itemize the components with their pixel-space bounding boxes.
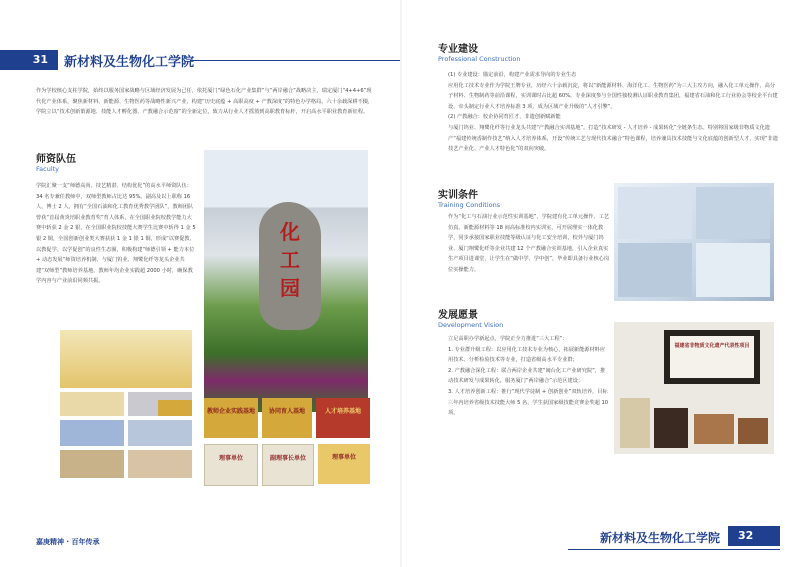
major-subtitle: Professional Construction xyxy=(438,55,521,63)
awards-trophy-photo xyxy=(60,330,192,388)
plaque-text: 福建省非物质文化遗产代表性项目 xyxy=(674,343,750,349)
lab-photo xyxy=(618,243,692,297)
lab-photos xyxy=(614,183,774,301)
awards-photo xyxy=(60,392,124,416)
page-number-left: 31 xyxy=(0,50,58,70)
certificate-label: 协同育人基地 xyxy=(268,408,305,415)
member-certificate xyxy=(262,444,314,486)
certificate-label: 教师企业实践基地 xyxy=(206,408,255,415)
major-paragraph: (1) 专业建设：锚定前沿，构建产业需求导向的专业生态 应用化工技术专业作为学院王牌专业，历经六十余载沉淀，将以“新能源材料、海洋化工、生物医药”为三大主攻方向，融入化工单元操作、高分子材料、生物制药等前沿课程，实训课时占比超 60%。专业深度参与全国性独校测认证职业教育集团，福建省石油和化工行业协会等校企平台建设，牵头制定行业人才培养标准 3 项，成为区域产业升级的“人才引擎”。 (2) 产教融合：校企协同育匠才，非遗创新赋新能 与厦门钨业、翔鹭化纤等行业龙头共建“产教融合实训基地”，打造“技术研发 - 人才培养 - 成果转化”全链条生态。特别将国家级非物质文化遗产“福建传统香制作技艺”纳入人才培养体系，开设“传统工艺与现代技术融合”特色课程，培养兼具技术技能与文化底蕴的创新型人才，实现“非遗技艺产业化、产业人才特色化”的双向突破。 xyxy=(448,72,778,153)
certificate-label: 人才培养基地 xyxy=(324,408,361,415)
member-certificate xyxy=(204,444,258,486)
page-title: 新材料及生物化工学院 xyxy=(64,54,195,70)
base-certificate xyxy=(316,398,370,438)
intro-paragraph: 作为学校核心支柱学院，始终以服务国家战略与区域经济发展为己任，依托厦门“绿色石化产业集群”与“两岸融合”战略决主，瑞定厦门“4+4+6”现代化产业体系，聚焦新材料、新能源、生物医药等战略性新兴产业，构建“历史底蕴 + 高职高度 + 产教深度”的特色办学格局。六十余载深耕不辍，学院立以“技术创新策源地、技能人才孵化器、产教融合示范窗”的全新定位，致力从行业人才摇篮到高职教育标杆，开启高水平职业教育新征程。 xyxy=(36,88,374,115)
vision-subtitle: Development Vision xyxy=(438,321,504,329)
header-divider xyxy=(190,60,400,61)
stone-char: 工 xyxy=(280,248,300,272)
training-title: 实训条件 xyxy=(438,190,478,201)
agarwood-piece xyxy=(694,414,734,444)
incense-box xyxy=(654,408,688,448)
major-heading xyxy=(438,40,521,63)
award-certificate xyxy=(158,400,192,416)
certificate-label: 副理事长单位 xyxy=(269,455,306,462)
vision-paragraph: 立足高职办学新起点，学院正全力推进“三大工程”： 1. 专业群升级工程：以应用化工技术专业为核心，拓展新能源材料应用技术、分析检验技术等专业，打造省级高水平专业群； 2. 产教融合深化工程：联合两岸企业共建“闽台化工产业研究院”，推动技术研发与成果转化，服务厦门“两岸融合”示范区建设； 3. 人才培养创新工程：推行“现代学徒制 + 创新创业”双轨培养，目标三年内培养省级技术技能大师 5 名，学生获国家级技能竞赛金奖超 10 项。 xyxy=(448,336,609,417)
left-header xyxy=(0,50,194,70)
inscribed-stone xyxy=(259,202,321,330)
stone-char: 园 xyxy=(280,276,300,300)
lab-photo xyxy=(696,243,770,297)
lab-photo xyxy=(618,187,692,239)
competition-photo xyxy=(60,420,124,446)
lab-photo xyxy=(696,187,770,239)
page-number-right: 32 xyxy=(728,526,780,546)
competition-photo xyxy=(60,450,124,478)
member-certificate xyxy=(318,444,370,484)
major-title: 专业建设 xyxy=(438,44,478,55)
right-page xyxy=(402,0,800,567)
competition-photo xyxy=(128,450,192,478)
base-certificate xyxy=(204,398,258,438)
certificate-label: 理事单位 xyxy=(331,454,356,461)
footer-bar xyxy=(568,523,780,550)
vision-title: 发展愿景 xyxy=(438,310,478,321)
plaque-face xyxy=(670,336,754,378)
agarwood-piece xyxy=(738,418,768,444)
training-heading xyxy=(438,186,500,209)
footer-title: 新材料及生物化工学院 xyxy=(599,531,720,545)
vision-heading xyxy=(438,306,503,329)
heritage-plaque xyxy=(664,330,760,384)
faculty-paragraph: 学院汇聚一支“师德高尚、技艺精湛、结构优化”的高水平师资队伍：34 名专兼任教师中，双师型教师占比达 95%。副高及以上职称 16人，博士 2 人，拥有“全国石油和化工教育优秀教学团队”，教师团队曾获“首届黄炎培职业教育奖”育人体系，在全国职业院校教学能力大赛中斩获 2 金 2 银，在全国职业院校技能大赛学生比赛中斩得 1 金 5 银 2 铜，全国创新创业类大赛获获 1 金 1 银 1 铜，形成“以赛促教、以教促学、以学促创”的良性生态圈，积极构建“师德引领 + 能力本位 + 动态发展”师资培养机制，与厦门钨业、翔鹭化纤等龙头企业共建“双师型”教师培养基地，教师年均企业实践超 2000 小时，确保教学内容与产业前沿同频共振。 xyxy=(36,183,196,285)
certificate-label: 理事单位 xyxy=(218,455,243,462)
incense-product xyxy=(620,398,650,448)
faculty-heading xyxy=(36,150,76,173)
heritage-exhibit-photo xyxy=(614,322,774,454)
competition-photo xyxy=(128,420,192,446)
base-certificate xyxy=(262,398,312,438)
campus-stone-photo xyxy=(204,150,368,412)
training-paragraph: 作为“化工与石油行业示范性实训基地”，学院建有化工单元操作、工艺仿真、新能源材料等 18 间高标准校内实训室，可开展理实一体化教学，同步承接国家职业技能等级认证与化工安全培训，校外与厦门钨业、厦门翔鹭化纤等企业共建 12 个产教融合实训基地，引入企业真实生产项目进课堂，让学生在“做中学、学中创”，毕业即具备行业核心岗位实操能力。 xyxy=(448,214,610,273)
training-subtitle: Training Conditions xyxy=(438,201,501,209)
faculty-title: 师资队伍 xyxy=(36,154,76,165)
faculty-subtitle: Faculty xyxy=(36,165,60,173)
footer-slogan: 嘉庚精神 · 百年传承 xyxy=(36,538,100,546)
stone-char: 化 xyxy=(280,220,300,244)
